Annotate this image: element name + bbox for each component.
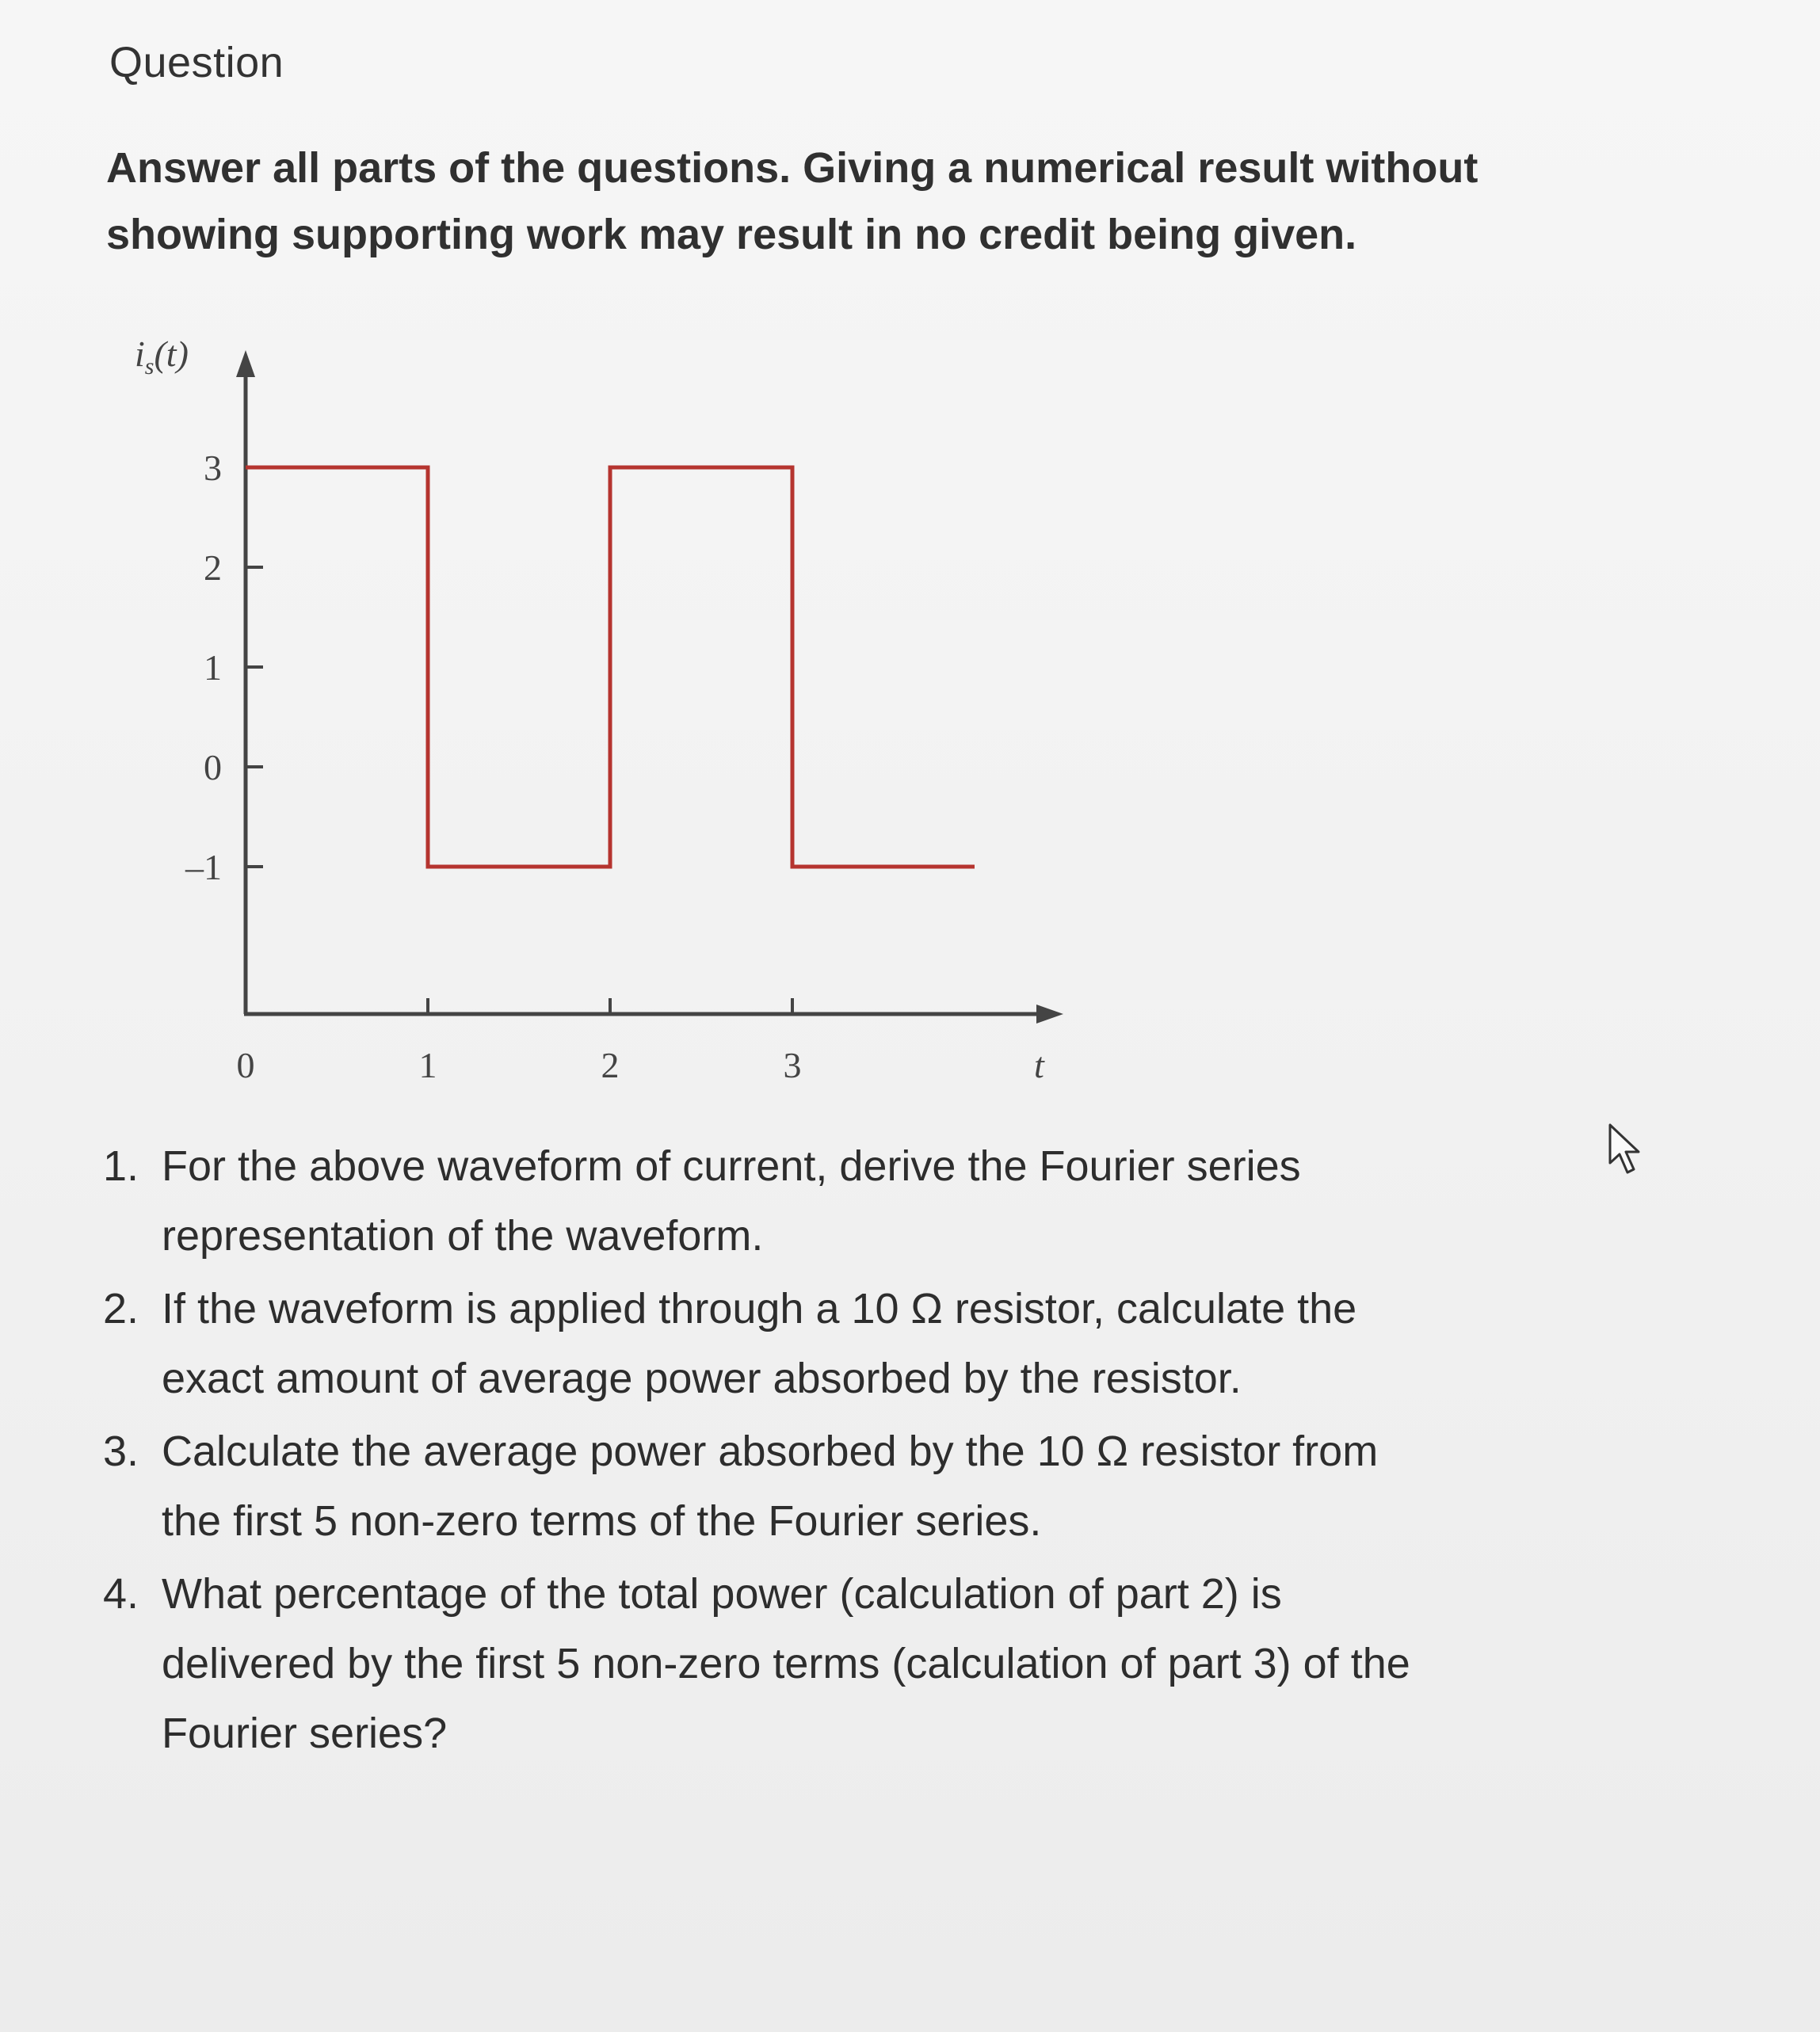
question-list	[103, 1131, 1608, 1771]
x-tick-label: 0	[236, 1045, 255, 1085]
question-item-1	[103, 1131, 1608, 1271]
question-text	[162, 1274, 1608, 1413]
page-title: Question	[109, 39, 284, 86]
y-axis-label: $i_s(t)$	[135, 334, 189, 379]
instructions-text	[106, 135, 1532, 268]
instructions-line-2: showing supporting work may result in no credit being given.	[106, 211, 1357, 258]
question-text	[162, 1131, 1608, 1271]
y-tick-label: 1	[204, 647, 222, 688]
y-axis-arrow	[236, 350, 255, 377]
question-text-line: the first 5 non-zero terms of the Fourier series.	[162, 1497, 1042, 1545]
x-tick-label: 2	[601, 1045, 620, 1085]
y-tick-label: 3	[204, 448, 222, 488]
question-text-line: exact amount of average power absorbed by the resistor.	[162, 1355, 1242, 1402]
question-number: 4.	[103, 1570, 139, 1618]
question-text-line: For the above waveform of current, derive the Fourier series	[162, 1142, 1301, 1190]
axis-ticks	[185, 448, 802, 1085]
y-tick-label: 0	[204, 747, 222, 787]
question-item-2	[103, 1274, 1608, 1413]
waveform-chart-svg	[111, 317, 1093, 1109]
question-text-line: delivered by the first 5 non-zero terms (calculation of part 3) of the	[162, 1640, 1410, 1687]
question-text-line: representation of the waveform.	[162, 1212, 764, 1260]
x-tick-label: 3	[783, 1045, 802, 1085]
question-number: 1.	[103, 1142, 139, 1190]
x-axis-label: t	[1034, 1045, 1044, 1085]
question-text-line: What percentage of the total power (calculation of part 2) is	[162, 1570, 1282, 1618]
question-text-line: If the waveform is applied through a 10 Ω resistor, calculate the	[162, 1285, 1357, 1332]
question-text-line: Fourier series?	[162, 1710, 448, 1757]
waveform-chart	[111, 317, 1093, 1109]
question-text-line: Calculate the average power absorbed by the 10 Ω resistor from	[162, 1428, 1379, 1475]
y-tick-label: –1	[185, 847, 222, 887]
question-item-4	[103, 1559, 1608, 1768]
question-text	[162, 1416, 1608, 1556]
question-number: 3.	[103, 1428, 139, 1475]
question-item-3	[103, 1416, 1608, 1556]
x-tick-label: 1	[418, 1045, 437, 1085]
question-text	[162, 1559, 1608, 1768]
question-number: 2.	[103, 1285, 139, 1332]
instructions-line-1: Answer all parts of the questions. Giving a numerical result without	[106, 144, 1479, 192]
x-axis-arrow	[1036, 1005, 1063, 1024]
mouse-pointer-icon	[1607, 1123, 1654, 1179]
y-tick-label: 2	[204, 547, 222, 588]
waveform-line	[246, 467, 975, 867]
series-group	[246, 467, 975, 867]
